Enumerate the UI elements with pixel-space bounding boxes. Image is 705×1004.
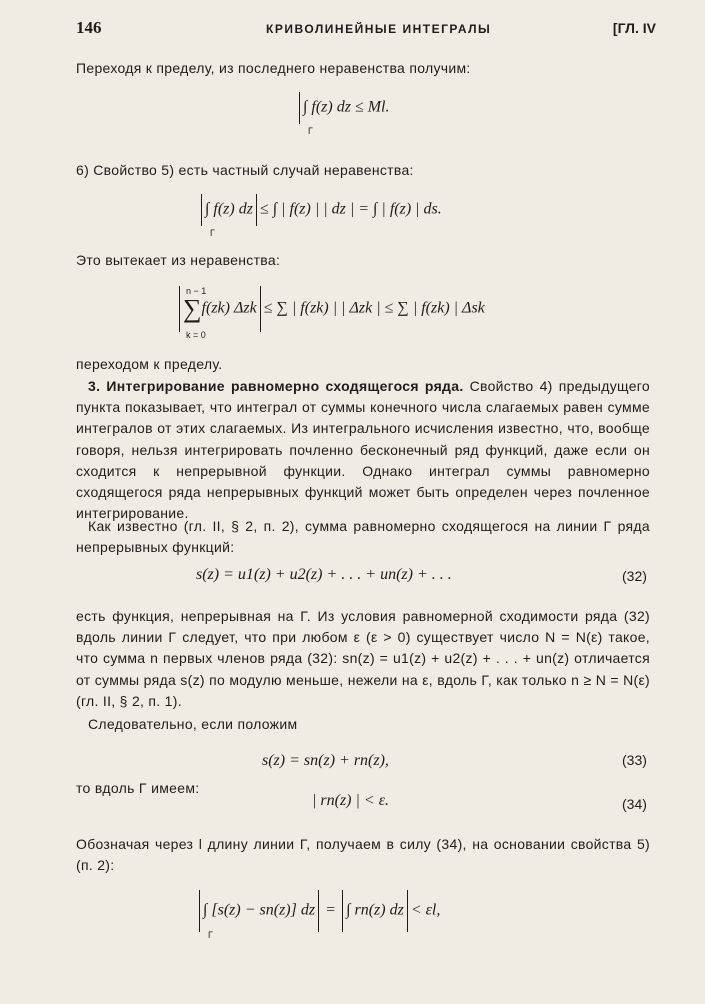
formula-sum-inequality: n − 1 ∑f(zk) Δzk ≤ ∑ | f(zk) | | Δzk | ≤ ∑ | f(zk) | Δsk k = 0 [176,286,596,342]
integral-limit: Γ [210,228,215,238]
formula-left: f(zk) Δzk [201,299,257,317]
section-3 [76,376,650,524]
formula-equals: = [326,901,336,919]
integral-limit: Γ [308,126,313,136]
formula-left: ∫ f(z) dz [205,200,253,218]
formula-33 [262,752,562,770]
formula-left: ∫ [s(z) − sn(z)] dz [203,901,316,919]
formula-ml-bound [296,92,496,136]
paragraph-uniform-convergence: есть функция, непрерывная на Γ. Из условия равномерной сходимости ряда (32) вдоль линии Γ следует, что при любом ε (ε > 0) существует число N = N(ε) такое, что сумма n первых членов ряда (32): sn(z) = u1(z) + u2(z) + . . . + un(z) отличается от суммы ряда s(z) по модулю меньше, нежели на ε, вдоль Γ, как только n ≥ N = N(ε) (гл. II, § 2, п. 1). [76,608,650,709]
formula-text: | rn(z) | < ε. [312,792,390,809]
paragraph-follows: Это вытекает из неравенства: [76,252,281,268]
formula-right: ≤ ∫ | f(z) | | dz | = ∫ | f(z) | ds. [259,200,442,218]
formula-text: s(z) = sn(z) + rn(z), [262,752,389,769]
formula-right: ≤ ∑ | f(zk) | | Δzk | ≤ ∑ | f(zk) | Δsk [263,299,485,317]
formula-text: s(z) = u1(z) + u2(z) + . . . + un(z) + . . . [196,566,452,583]
paragraph-pass-limit: переходом к пределу. [76,356,223,372]
paragraph-denote-length: Обозначая через l длину линии Γ, получаем в силу (34), на основании свойства 5) (п. 2): [76,836,650,874]
sum-upper-limit: n − 1 [186,286,207,296]
formula-property-6 [198,194,598,238]
formula-34 [312,792,512,810]
paragraph-therefore: Следовательно, если положим [88,716,298,732]
integral-limit: Γ [208,930,213,940]
formula-integral-estimate [196,890,636,946]
paragraph-property-6: 6) Свойство 5) есть частный случай неравенства: [76,162,414,178]
sum-lower-limit: k = 0 [186,330,206,340]
page-header [76,18,656,44]
formula-32 [196,566,576,584]
chapter-ref: [ГЛ. IV [612,20,656,36]
equation-number-34: (34) [622,796,647,812]
running-title: КРИВОЛИНЕЙНЫЕ ИНТЕГРАЛЫ [266,22,492,36]
paragraph-limit: Переходя к пределу, из последнего неравенства получим: [76,60,471,76]
formula-right: ∫ rn(z) dz [346,901,404,919]
paragraph-along-gamma: то вдоль Γ имеем: [76,780,200,796]
equation-number-33: (33) [622,752,647,768]
paragraph-known: Как известно (гл. II, § 2, п. 2), сумма равномерно сходящегося на линии Γ ряда непрерывных функций: [76,518,650,556]
equation-number-32: (32) [622,568,647,584]
section-body: Свойство 4) предыдущего пункта показывает, что интеграл от суммы конечного числа слагаемых равен сумме интегралов от этих слагаемых. Из интегрального исчисления известно, что, вообще говоря, нельзя интегрировать почленно бесконечный ряд функций, даже если он сходится к непрерывной функции. Однако интеграл суммы равномерно сходящегося ряда непрерывных функций может быть определен через почленное интегрирование. [76,378,650,522]
formula-tail: < εl, [410,901,441,919]
page-number: 146 [76,18,102,37]
section-heading: 3. Интегрирование равномерно сходящегося ряда. [88,378,464,394]
formula-text: ∫ f(z) dz ≤ Ml. [303,98,390,116]
